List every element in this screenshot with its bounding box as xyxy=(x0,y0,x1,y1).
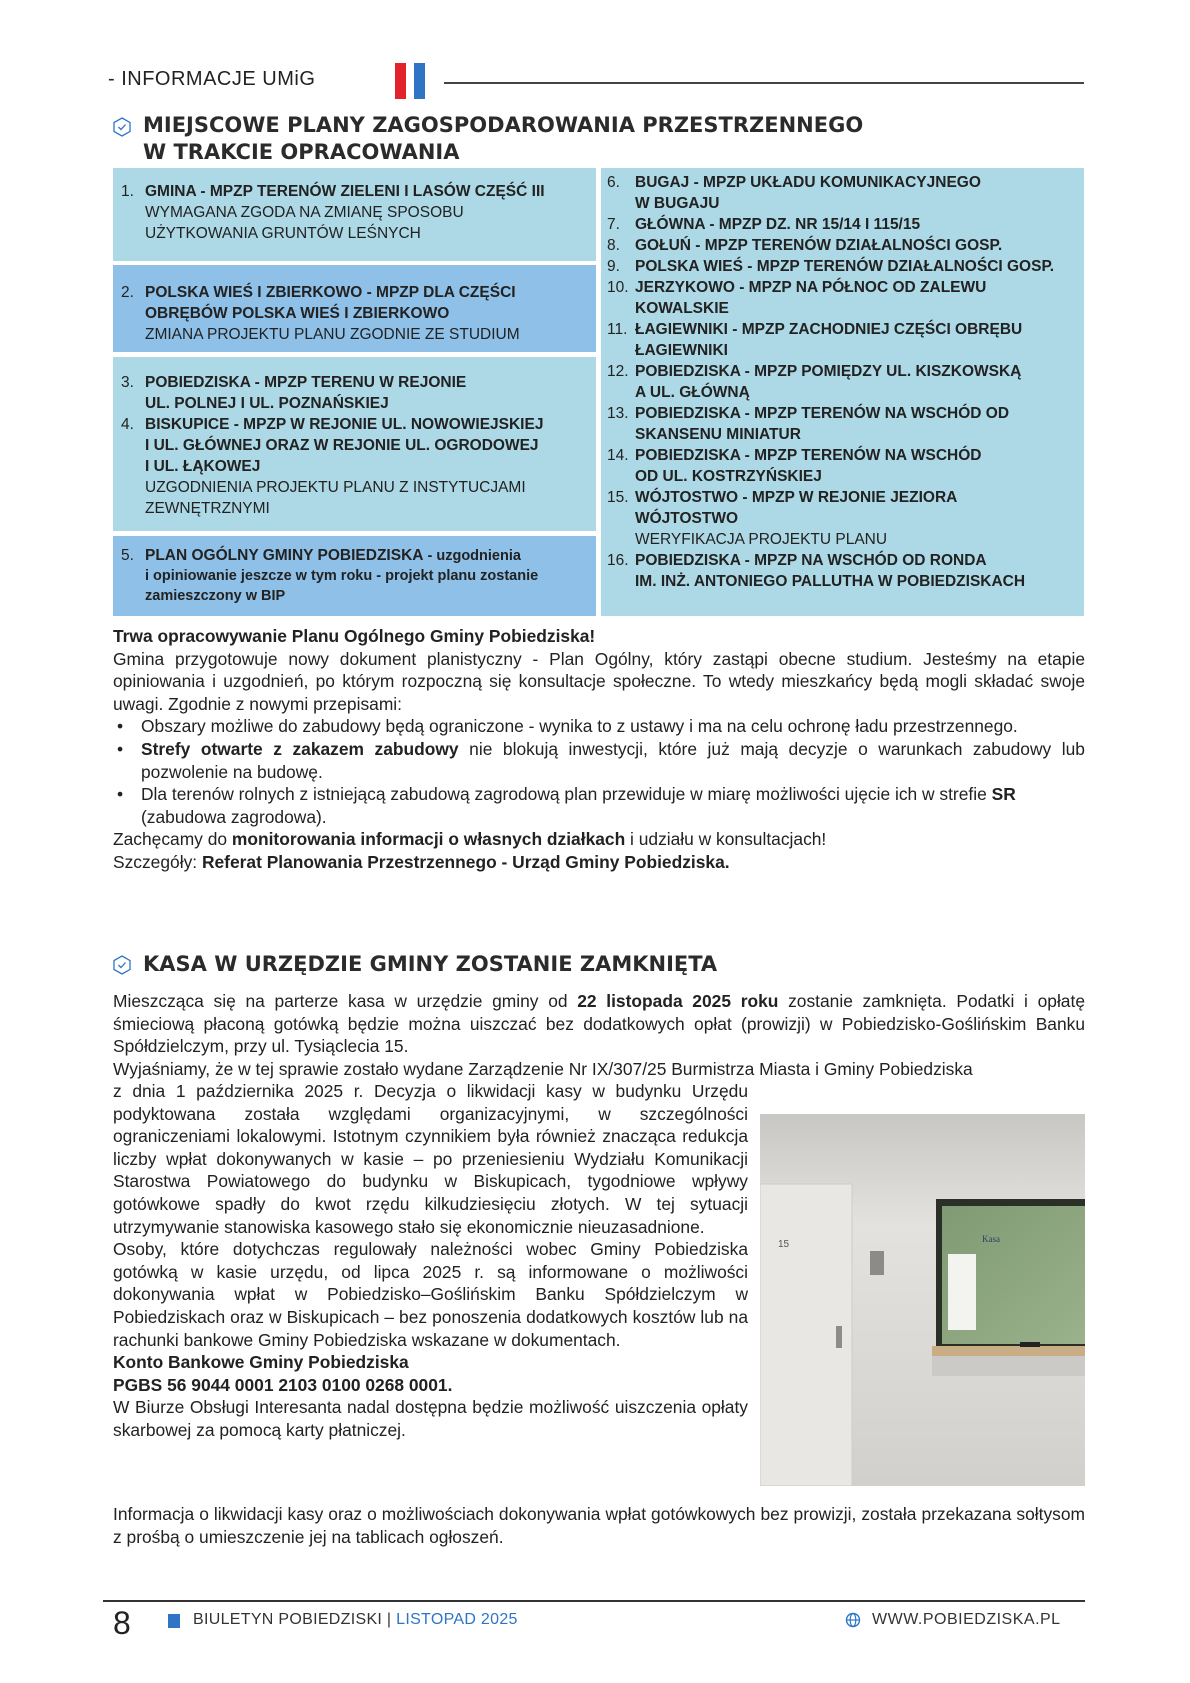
item-title-cont: UL. POLNEJ I UL. POZNAŃSKIEJ xyxy=(145,395,389,412)
intro-paragraph: Gmina przygotowuje nowy dokument planistyczny - Plan Ogólny, który zastąpi obecne studium. Jesteśmy na etapie opiniowania i uzgodnień, po którym rozpoczną się konsultacje społeczne. To wtedy mieszkańcy będą mogli składać swoje uwagi. Zgodnie z nowymi przepisami: xyxy=(113,648,1085,714)
p1-pre: Mieszcząca się na parterze kasa w urzędzie gminy od xyxy=(113,991,578,1011)
closing-date: 22 listopada 2025 roku xyxy=(577,991,779,1011)
plan-item xyxy=(607,403,1078,424)
rule-text: Obszary możliwe do zabudowy będą ograniczone - wynika to z ustawy i ma na celu ochronę ładu przestrzennego. xyxy=(141,716,1018,737)
item-number: 14. xyxy=(607,447,629,464)
item-title: POBIEDZISKA - MPZP TERENÓW NA WSCHÓD xyxy=(635,447,982,464)
plan-item xyxy=(121,414,586,435)
item-title: POLSKA WIEŚ - MPZP TERENÓW DZIAŁALNOŚCI GOSP. xyxy=(635,258,1055,275)
plan-list-right xyxy=(607,172,1078,592)
plan-item xyxy=(607,361,1078,382)
item-title-cont: A UL. GŁÓWNĄ xyxy=(635,384,750,401)
rule-item xyxy=(113,715,1085,738)
item-title: POBIEDZISKA - MPZP POMIĘDZY UL. KISZKOWSKĄ xyxy=(635,363,1022,380)
photo-illustration xyxy=(760,1114,1085,1486)
plan-item xyxy=(607,445,1078,466)
item-title: BISKUPICE - MPZP W REJONIE UL. NOWOWIEJSKIEJ xyxy=(145,416,544,433)
plan-item xyxy=(607,319,1078,340)
item-number: 12. xyxy=(607,363,629,380)
item-title: PLAN OGÓLNY GMINY POBIEDZISKA xyxy=(145,547,424,564)
plan-item xyxy=(607,172,1078,193)
item-title-cont: SKANSENU MINIATUR xyxy=(635,426,801,443)
rule-item xyxy=(113,783,1085,828)
item-number: 8. xyxy=(607,237,620,254)
footer-publication xyxy=(193,1611,518,1629)
flag-red-bar xyxy=(395,63,406,99)
issue-date: LISTOPAD 2025 xyxy=(396,1611,518,1628)
item-number: 11. xyxy=(607,321,628,338)
plan-box-1 xyxy=(113,168,596,261)
item-status: ZEWNĘTRZNYMI xyxy=(145,500,270,517)
item-status: UZGODNIENIA PROJEKTU PLANU Z INSTYTUCJAMI xyxy=(145,479,526,496)
window-sign: Kasa xyxy=(982,1234,1000,1244)
encourage-bold: monitorowania informacji o własnych działkach xyxy=(231,829,626,850)
flag-blue-bar xyxy=(414,63,425,99)
footer-separator: | xyxy=(386,1611,392,1628)
rule-text: (zabudowa zagrodowa). xyxy=(141,806,327,827)
p4-paragraph: W Biurze Obsługi Interesanta nadal dostępna będzie możliwość uiszczenia opłaty skarbowej za pomocą karty płatniczej. xyxy=(113,1397,748,1440)
rule-text: nie blokują inwestycji, które już mają decyzje o warunkach zabudowy lub pozwolenie na budowę. xyxy=(141,738,1085,782)
item-title: GMINA - MPZP TERENÓW ZIELENI I LASÓW CZĘŚĆ III xyxy=(145,183,545,200)
item-title: POBIEDZISKA - MPZP TERENÓW NA WSCHÓD OD xyxy=(635,405,1010,422)
p5-paragraph: Informacja o likwidacji kasy oraz o możliwościach dokonywania wpłat gotówkowych bez prowizji, została przekazana sołtysom z prośbą o umieszczenie jej na tablicach ogłoszeń. xyxy=(113,1504,1085,1547)
cashier-window-photo xyxy=(760,1114,1085,1486)
globe-icon xyxy=(845,1612,861,1628)
kasa-intro xyxy=(113,990,1085,1080)
item-title: POBIEDZISKA - MPZP TERENU W REJONIE xyxy=(145,374,467,391)
item-title: ŁAGIEWNIKI - MPZP ZACHODNIEJ CZĘŚCI OBRĘBU xyxy=(635,321,1023,338)
publication-name: BIULETYN POBIEDZISKI xyxy=(193,1611,383,1628)
item-title-cont: OD UL. KOSTRZYŃSKIEJ xyxy=(635,468,822,485)
section-title-kasa: KASA W URZĘDZIE GMINY ZOSTANIE ZAMKNIĘTA xyxy=(143,952,718,976)
header-divider xyxy=(444,82,1084,84)
item-note: - uzgodnienia xyxy=(423,548,521,564)
item-title: POBIEDZISKA - MPZP NA WSCHÓD OD RONDA xyxy=(635,552,987,569)
lead-text: Trwa opracowywanie Planu Ogólnego Gminy Pobiedziska! xyxy=(113,626,596,646)
rule-bold: SR xyxy=(991,784,1016,805)
item-title: POLSKA WIEŚ I ZBIERKOWO - MPZP DLA CZĘŚCI xyxy=(145,284,516,301)
plan-item xyxy=(121,181,586,202)
plan-item xyxy=(607,214,1078,235)
item-number: 3. xyxy=(121,374,134,391)
plan-item xyxy=(607,235,1078,256)
item-number: 1. xyxy=(121,183,134,200)
account-label: Konto Bankowe Gminy Pobiedziska xyxy=(113,1352,409,1373)
item-title-cont: KOWALSKIE xyxy=(635,300,729,317)
item-title: BUGAJ - MPZP UKŁADU KOMUNIKACYJNEGO xyxy=(635,174,981,191)
encourage-line xyxy=(113,828,1085,851)
hexagon-check-icon xyxy=(113,955,131,975)
item-note-cont: i opiniowanie jeszcze w tym roku - projekt planu zostanie xyxy=(145,568,539,584)
item-number: 9. xyxy=(607,258,620,275)
encourage-pre: Zachęcamy do xyxy=(113,829,232,850)
plan-item xyxy=(607,487,1078,508)
item-number: 16. xyxy=(607,552,629,569)
plan-item xyxy=(121,372,586,393)
item-number: 10. xyxy=(607,279,629,296)
item-number: 5. xyxy=(121,547,134,564)
rule-text: Dla terenów rolnych z istniejącą zabudową zagrodową plan przewiduje w miarę możliwości ujęcie ich w strefie xyxy=(141,784,992,805)
plan-box-4 xyxy=(113,536,596,616)
item-status: WYMAGANA ZGODA NA ZMIANĘ SPOSOBU xyxy=(145,204,464,221)
item-number: 13. xyxy=(607,405,629,422)
door-number: 15 xyxy=(778,1239,790,1250)
title-line-2: W TRAKCIE OPRACOWANIA xyxy=(143,140,460,164)
plan-item xyxy=(121,546,586,566)
item-number: 15. xyxy=(607,489,629,506)
website-link[interactable]: WWW.POBIEDZISKA.PL xyxy=(872,1611,1061,1628)
item-title: GOŁUŃ - MPZP TERENÓW DZIAŁALNOŚCI GOSP. xyxy=(635,237,1003,254)
item-status: WERYFIKACJA PROJEKTU PLANU xyxy=(635,531,888,548)
rule-bold: Strefy otwarte z zakazem zabudowy xyxy=(141,738,459,759)
item-title-cont: I UL. ŁĄKOWEJ xyxy=(145,458,261,475)
plan-item xyxy=(607,277,1078,298)
plan-box-3 xyxy=(113,357,596,531)
details-bold: Referat Planowania Przestrzennego - Urząd Gminy Pobiedziska. xyxy=(201,851,730,872)
plan-box-2 xyxy=(113,265,596,352)
item-title-cont: I UL. GŁÓWNEJ ORAZ W REJONIE UL. OGRODOWEJ xyxy=(145,437,539,454)
item-title-cont: IM. INŻ. ANTONIEGO PALLUTHA W POBIEDZISKACH xyxy=(635,573,1026,590)
item-note-cont: zamieszczony w BIP xyxy=(145,588,286,604)
item-status: ZMIANA PROJEKTU PLANU ZGODNIE ZE STUDIUM xyxy=(145,326,520,343)
item-title: WÓJTOSTWO - MPZP W REJONIE JEZIORA xyxy=(635,489,958,506)
item-title-cont: W BUGAJU xyxy=(635,195,720,212)
footer-square-icon xyxy=(168,1614,180,1628)
item-number: 6. xyxy=(607,174,620,191)
encourage-post: i udziału w konsultacjach! xyxy=(625,829,827,850)
section-title-mpzp xyxy=(143,112,863,166)
item-number: 4. xyxy=(121,416,134,433)
p3-paragraph: Osoby, które dotychczas regulowały należności wobec Gminy Pobiedziska gotówką w kasie urzędu, od lipca 2025 r. są informowane o możliwości dokonywania wpłat w Pobiedzisko–Goślińskim Banku Spółdzielczym w Pobiedziskach oraz w Biskupicach – bez ponoszenia dodatkowych kosztów lub na rachunki bankowe Gminy Pobiedziska wskazane w dokumentach. xyxy=(113,1239,748,1350)
plan-item xyxy=(607,550,1078,571)
kasa-body-left xyxy=(113,1080,748,1442)
item-title: GŁÓWNA - MPZP DZ. NR 15/14 I 115/15 xyxy=(635,216,921,233)
footer-divider xyxy=(103,1600,1085,1602)
item-title-cont: WÓJTOSTWO xyxy=(635,510,739,527)
rule-item xyxy=(113,738,1085,783)
details-line xyxy=(113,851,1085,874)
details-pre: Szczegóły: xyxy=(113,851,202,872)
title-line-1: MIEJSCOWE PLANY ZAGOSPODAROWANIA PRZESTRZENNEGO xyxy=(143,113,864,137)
item-title-cont: ŁAGIEWNIKI xyxy=(635,342,728,359)
p1-post: zostanie zamknięta. Podatki i opłatę śmieciową płaconą gotówką będzie można uiszczać bez dodatkowych opłat (prowizji) w Pobiedzisko-Goślińskim Banku Spółdzielczym, przy ul. Tysiąclecia 15. xyxy=(113,991,1085,1057)
account-number: PGBS 56 9044 0001 2103 0100 0268 0001. xyxy=(113,1374,453,1395)
hexagon-check-icon xyxy=(113,117,131,137)
item-title-cont: OBRĘBÓW POLSKA WIEŚ I ZBIERKOWO xyxy=(145,305,450,322)
plan-item xyxy=(607,256,1078,277)
p2-first-line: Wyjaśniamy, że w tej sprawie zostało wydane Zarządzenie Nr IX/307/25 Burmistrza Miasta i Gminy Pobiedziska xyxy=(113,1058,973,1079)
item-number: 7. xyxy=(607,216,620,233)
item-status: UŻYTKOWANIA GRUNTÓW LEŚNYCH xyxy=(145,225,421,242)
plan-box-right xyxy=(601,168,1084,616)
rules-list xyxy=(113,715,1085,828)
item-number: 2. xyxy=(121,284,134,301)
plan-item xyxy=(121,282,586,303)
page-number: 8 xyxy=(113,1605,131,1641)
p2-paragraph: z dnia 1 października 2025 r. Decyzja o likwidacji kasy w budynku Urzędu podyktowana została względami organizacyjnymi, w szczególności ograniczeniami lokalowymi. Istotnym czynnikiem była również znacząca redukcja liczby wpłat dokonywanych w kasie – po przeniesieniu Wydziału Komunikacji Starostwa Powiatowego do budynku w Biskupicach, tygodniowe wpływy gotówkowe spadły do kwot rzędu kilkudziesięciu złotych. W tej sytuacji utrzymywanie stanowiska kasowego stało się ekonomicznie nieuzasadnione. xyxy=(113,1081,748,1237)
section-label: - INFORMACJE UMiG xyxy=(108,68,316,90)
item-title: JERZYKOWO - MPZP NA PÓŁNOC OD ZALEWU xyxy=(635,279,987,296)
mpzp-body xyxy=(113,625,1085,874)
